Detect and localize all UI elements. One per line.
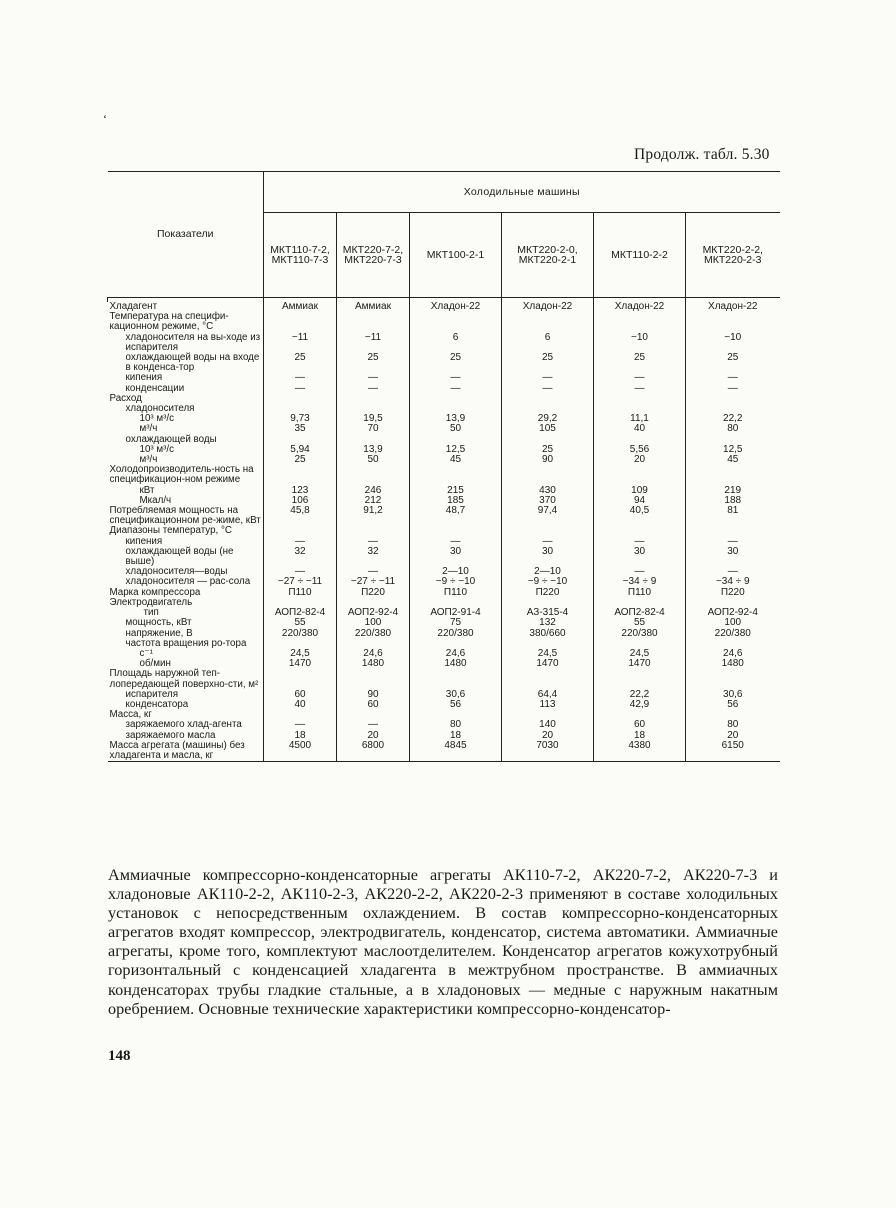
table-cell: 60 bbox=[594, 720, 686, 730]
table-cell: П110 bbox=[264, 588, 337, 598]
table-cell: 50 bbox=[337, 455, 410, 465]
row-label: мощность, кВт bbox=[125, 617, 192, 629]
row-label: с⁻¹ bbox=[139, 647, 153, 659]
table-cell: 97,4 bbox=[502, 506, 594, 526]
row-label: хладоносителя bbox=[125, 403, 195, 415]
table-cell: 24,5 bbox=[264, 649, 337, 659]
table-row bbox=[108, 373, 780, 383]
table-cell: 100 bbox=[686, 618, 780, 628]
table-cell: 25 bbox=[502, 353, 594, 373]
table-cell: 24,6 bbox=[337, 649, 410, 659]
table-cell: 4500 bbox=[264, 741, 337, 762]
table-cell: — bbox=[686, 384, 780, 394]
table-row bbox=[108, 720, 780, 730]
table-cell: 219 bbox=[686, 486, 780, 496]
row-label: хладоносителя — рас-сола bbox=[125, 576, 251, 588]
table-cell: — bbox=[264, 567, 337, 577]
table-cell: 132 bbox=[502, 618, 594, 628]
table-cell: 25 bbox=[594, 353, 686, 373]
row-label: 10³ м³/с bbox=[139, 443, 174, 455]
row-label: тип bbox=[143, 607, 159, 619]
table-cell: 20 bbox=[594, 455, 686, 465]
row-label: напряжение, В bbox=[125, 627, 193, 639]
table-row bbox=[108, 608, 780, 618]
table-row bbox=[108, 333, 780, 353]
table-cell: 430 bbox=[502, 486, 594, 496]
table-cell: — bbox=[686, 373, 780, 383]
table-cell: 40 bbox=[264, 700, 337, 710]
table-cell bbox=[594, 312, 686, 332]
table-cell bbox=[686, 465, 780, 485]
table-cell: 6800 bbox=[337, 741, 410, 762]
table-row bbox=[108, 690, 780, 700]
table-cell: 32 bbox=[264, 547, 337, 567]
table-cell: 60 bbox=[337, 700, 410, 710]
table-cell: — bbox=[337, 720, 410, 730]
table-cell: АОП2-82-4 bbox=[594, 608, 686, 618]
table-cell: 106 bbox=[264, 496, 337, 506]
table-cell: 80 bbox=[410, 720, 502, 730]
table-cell: 220/380 bbox=[264, 629, 337, 639]
table-cell: −9 ÷ −10 bbox=[410, 577, 502, 587]
table-cell bbox=[337, 465, 410, 485]
table-row bbox=[108, 384, 780, 394]
table-cell: П110 bbox=[410, 588, 502, 598]
table-cell: П220 bbox=[686, 588, 780, 598]
table-cell bbox=[594, 669, 686, 689]
table-row bbox=[108, 404, 780, 414]
row-label: Хладагент bbox=[109, 301, 158, 312]
table-cell: Хладон-22 bbox=[594, 302, 686, 312]
table-cell: — bbox=[502, 373, 594, 383]
table-cell: 30,6 bbox=[410, 690, 502, 700]
table-cell: 220/380 bbox=[686, 629, 780, 639]
table-cell: 25 bbox=[264, 455, 337, 465]
table-cell: 24,6 bbox=[686, 649, 780, 659]
table-row bbox=[108, 700, 780, 710]
table-cell: 25 bbox=[410, 353, 502, 373]
table-cell: −9 ÷ −10 bbox=[502, 577, 594, 587]
table-cell bbox=[594, 394, 686, 404]
table-cell: 215 bbox=[410, 486, 502, 496]
table-row bbox=[108, 465, 780, 485]
margin-mark: ʻ bbox=[103, 112, 107, 126]
table-cell: 18 bbox=[264, 731, 337, 741]
table-cell: 6 bbox=[410, 333, 502, 353]
row-label: охлаждающей воды bbox=[125, 433, 217, 445]
table-cell: 90 bbox=[502, 455, 594, 465]
table-cell: 45,8 bbox=[264, 506, 337, 526]
table-cell: 109 bbox=[594, 486, 686, 496]
table-cell: 48,7 bbox=[410, 506, 502, 526]
row-label: Площадь наружной теп-лопередающей поверхно-сти, м² bbox=[109, 668, 259, 690]
machines-group-header: Холодильные машины bbox=[264, 172, 780, 213]
row-label: частота вращения ро-тора bbox=[125, 637, 247, 649]
table-cell: — bbox=[264, 384, 337, 394]
table-cell: −34 ÷ 9 bbox=[594, 577, 686, 587]
table-cell: 1470 bbox=[502, 659, 594, 669]
table-cell: Хладон-22 bbox=[502, 302, 594, 312]
table-cell bbox=[502, 669, 594, 689]
table-row bbox=[108, 445, 780, 455]
row-label: кипения bbox=[125, 372, 163, 384]
table-cell: 220/380 bbox=[410, 629, 502, 639]
table-cell: — bbox=[337, 567, 410, 577]
table-cell: 29,2 bbox=[502, 414, 594, 424]
table-cell: 94 bbox=[594, 496, 686, 506]
table-cell: 1480 bbox=[410, 659, 502, 669]
table-cell: 6150 bbox=[686, 741, 780, 762]
row-label: охлаждающей воды на входе в конденса-тор bbox=[125, 352, 260, 374]
table-cell: 2—10 bbox=[502, 567, 594, 577]
table-cell bbox=[410, 465, 502, 485]
table-cell: — bbox=[410, 537, 502, 547]
table-cell: 30 bbox=[502, 547, 594, 567]
table-row bbox=[108, 526, 780, 536]
table-cell bbox=[686, 669, 780, 689]
column-header: МКТ220-2-0, МКТ220-2-1 bbox=[502, 213, 594, 298]
table-row bbox=[108, 353, 780, 373]
table-cell: 80 bbox=[686, 720, 780, 730]
table-cell: 91,2 bbox=[337, 506, 410, 526]
table-cell: 90 bbox=[337, 690, 410, 700]
table-cell bbox=[410, 669, 502, 689]
column-header: МКТ220-7-2, МКТ220-7-3 bbox=[337, 213, 410, 298]
table-cell: 13,9 bbox=[337, 445, 410, 455]
table-cell: 25 bbox=[264, 353, 337, 373]
table-cell: 19,5 bbox=[337, 414, 410, 424]
table-cell: АОП2-91-4 bbox=[410, 608, 502, 618]
table-cell: −34 ÷ 9 bbox=[686, 577, 780, 587]
row-label: Температура на специфи-кационном режиме, °С bbox=[109, 311, 229, 333]
row-label: кВт bbox=[139, 484, 155, 496]
table-cell: 105 bbox=[502, 424, 594, 434]
table-cell bbox=[594, 465, 686, 485]
row-label: Масса агрегата (машины) без хладагента и масла, кг bbox=[108, 741, 264, 762]
table-cell: 35 bbox=[264, 424, 337, 434]
row-label: заряжаемого масла bbox=[125, 729, 216, 741]
table-row bbox=[108, 414, 780, 424]
table-row bbox=[108, 741, 780, 762]
table-cell: 246 bbox=[337, 486, 410, 496]
table-cell: П220 bbox=[502, 588, 594, 598]
row-label: Потребляемая мощность на спецификационном ре-жиме, кВт bbox=[109, 505, 261, 527]
table-cell: — bbox=[410, 384, 502, 394]
table-cell: −11 bbox=[337, 333, 410, 353]
table-cell: — bbox=[337, 373, 410, 383]
table-cell: 32 bbox=[337, 547, 410, 567]
table-cell bbox=[410, 312, 502, 332]
table-cell: 12,5 bbox=[410, 445, 502, 455]
row-label: Масса, кг bbox=[109, 709, 152, 721]
table-cell bbox=[264, 312, 337, 332]
table-cell: — bbox=[264, 373, 337, 383]
table-cell: АОП2-82-4 bbox=[264, 608, 337, 618]
table-row bbox=[108, 639, 780, 649]
table-row bbox=[108, 394, 780, 404]
table-cell: 18 bbox=[410, 731, 502, 741]
table-cell: 56 bbox=[686, 700, 780, 710]
table-row bbox=[108, 312, 780, 332]
table-cell: 20 bbox=[337, 731, 410, 741]
table-cell bbox=[337, 394, 410, 404]
table-cell: Аммиак bbox=[264, 302, 337, 312]
table-cell: 7030 bbox=[502, 741, 594, 762]
row-label: 10³ м³/с bbox=[139, 413, 174, 425]
table-row bbox=[108, 547, 780, 567]
table-cell: 30 bbox=[686, 547, 780, 567]
table-cell: 25 bbox=[686, 353, 780, 373]
table-cell: 25 bbox=[502, 445, 594, 455]
row-label: заряжаемого хлад-агента bbox=[125, 719, 242, 731]
table-cell bbox=[337, 669, 410, 689]
table-cell: 185 bbox=[410, 496, 502, 506]
table-cell: 212 bbox=[337, 496, 410, 506]
row-label: охлаждающей воды (не выше) bbox=[125, 545, 234, 568]
table-cell: 64,4 bbox=[502, 690, 594, 700]
table-cell: −27 ÷ −11 bbox=[337, 577, 410, 587]
table-cell: 22,2 bbox=[594, 690, 686, 700]
table-cell: — bbox=[502, 384, 594, 394]
table-cell: 42,9 bbox=[594, 700, 686, 710]
row-label: Диапазоны температур, °С bbox=[109, 525, 232, 537]
table-cell bbox=[502, 465, 594, 485]
column-header: МКТ220-2-2, МКТ220-2-3 bbox=[686, 213, 780, 298]
table-cell: 40,5 bbox=[594, 506, 686, 526]
table-cell: 70 bbox=[337, 424, 410, 434]
table-cell: — bbox=[594, 373, 686, 383]
table-row bbox=[108, 506, 780, 526]
table-cell: 30 bbox=[410, 547, 502, 567]
table-row bbox=[108, 435, 780, 445]
table-cell: 6 bbox=[502, 333, 594, 353]
table-cell: 2—10 bbox=[410, 567, 502, 577]
table-cell: 56 bbox=[410, 700, 502, 710]
table-cell: 188 bbox=[686, 496, 780, 506]
table-cell: 1470 bbox=[594, 659, 686, 669]
table-cell bbox=[264, 669, 337, 689]
column-header: МКТ110-7-2, МКТ110-7-3 bbox=[264, 213, 337, 298]
table-cell: 80 bbox=[686, 424, 780, 434]
row-label: Холодопроизводитель-ность на спецификацион-ном режиме bbox=[109, 464, 254, 486]
table-cell: — bbox=[594, 567, 686, 577]
table-row bbox=[108, 669, 780, 689]
table-cell: 113 bbox=[502, 700, 594, 710]
row-label: конденсации bbox=[125, 382, 185, 394]
table-cell: Аммиак bbox=[337, 302, 410, 312]
table-cell: −10 bbox=[686, 333, 780, 353]
table-cell bbox=[502, 312, 594, 332]
body-paragraph: Аммиачные компрессорно-конденсаторные агрегаты АК110-7-2, АК220-7-2, АК220-7-3 и хладоновые АК110-2-2, АК110-2-3, АК220-2-2, АК220-2-3 применяют в составе холодильных установок с непосредственным охлаждением. В состав компрессорно-конденсаторных агрегатов входят компрессор, электродвигатель, конденсатор, система автоматики. Аммиачные агрегаты, кроме того, комплектуют маслоотделителем. Конденсатор агрегатов кожухотрубный горизонтальный с конденсацией хладагента в межтрубном пространстве. В аммиачных конденсаторах трубы гладкие стальные, а в хладоновых — медные с наружным накатным оребрением. Основные технические характеристики компрессорно-конденсатор- bbox=[108, 866, 778, 1018]
table-cell: 55 bbox=[594, 618, 686, 628]
row-label: конденсатора bbox=[125, 698, 189, 710]
table-cell: 81 bbox=[686, 506, 780, 526]
table-cell: 24,5 bbox=[594, 649, 686, 659]
table-cell bbox=[337, 312, 410, 332]
table-cell: 40 bbox=[594, 424, 686, 434]
table-cell: 55 bbox=[264, 618, 337, 628]
table-cell: — bbox=[686, 537, 780, 547]
table-cell: 50 bbox=[410, 424, 502, 434]
table-cell bbox=[686, 312, 780, 332]
table-cell: 22,2 bbox=[686, 414, 780, 424]
table-cell: 13,9 bbox=[410, 414, 502, 424]
table-cell: 24,5 bbox=[502, 649, 594, 659]
table-cell: 5,94 bbox=[264, 445, 337, 455]
table-cell: 140 bbox=[502, 720, 594, 730]
table-cell: АОП2-92-4 bbox=[337, 608, 410, 618]
row-label: Мкал/ч bbox=[139, 494, 172, 506]
row-label: кипения bbox=[125, 535, 163, 547]
table-cell: 75 bbox=[410, 618, 502, 628]
table-cell: 4845 bbox=[410, 741, 502, 762]
table-cell bbox=[686, 394, 780, 404]
column-header: МКТ100-2-1 bbox=[410, 213, 502, 298]
table-cell: АЗ-315-4 bbox=[502, 608, 594, 618]
table-cell: 45 bbox=[410, 455, 502, 465]
table-cell bbox=[410, 394, 502, 404]
table-cell: 1480 bbox=[337, 659, 410, 669]
table-cell: 1470 bbox=[264, 659, 337, 669]
table-cell: 220/380 bbox=[594, 629, 686, 639]
table-cell bbox=[264, 394, 337, 404]
table-cell: 123 bbox=[264, 486, 337, 496]
row-label: испарителя bbox=[125, 688, 179, 700]
table-caption: Продолж. табл. 5.30 bbox=[634, 146, 770, 163]
table-row bbox=[108, 618, 780, 628]
table-cell: 370 bbox=[502, 496, 594, 506]
table-row bbox=[108, 588, 780, 598]
refrigeration-machines-table bbox=[107, 171, 780, 762]
table-cell: 220/380 bbox=[337, 629, 410, 639]
table-row bbox=[108, 486, 780, 496]
table-cell: 12,5 bbox=[686, 445, 780, 455]
table-cell: 1480 bbox=[686, 659, 780, 669]
table-cell: — bbox=[502, 537, 594, 547]
table-cell: — bbox=[264, 720, 337, 730]
column-header: МКТ110-2-2 bbox=[594, 213, 686, 298]
row-label: Марка компрессора bbox=[109, 586, 201, 598]
table-cell: −10 bbox=[594, 333, 686, 353]
table-cell: — bbox=[594, 537, 686, 547]
table-cell: 9,73 bbox=[264, 414, 337, 424]
table-cell: — bbox=[410, 373, 502, 383]
table-cell: — bbox=[264, 537, 337, 547]
table-cell: 11,1 bbox=[594, 414, 686, 424]
table-cell: 30 bbox=[594, 547, 686, 567]
table-cell bbox=[264, 465, 337, 485]
table-cell: Хладон-22 bbox=[410, 302, 502, 312]
table-cell: 20 bbox=[502, 731, 594, 741]
row-label: Электродвигатель bbox=[109, 596, 193, 608]
row-label: об/мин bbox=[139, 658, 171, 670]
table-cell: 25 bbox=[337, 353, 410, 373]
table-cell: 100 bbox=[337, 618, 410, 628]
row-label: хладоносителя на вы-ходе из испарителя bbox=[125, 331, 261, 353]
table-cell: — bbox=[686, 567, 780, 577]
table-cell: — bbox=[594, 384, 686, 394]
table-cell: — bbox=[337, 384, 410, 394]
table-cell: −27 ÷ −11 bbox=[264, 577, 337, 587]
table-cell: −11 bbox=[264, 333, 337, 353]
row-label: Расход bbox=[109, 392, 142, 404]
table-cell: АОП2-92-4 bbox=[686, 608, 780, 618]
table-cell: Хладон-22 bbox=[686, 302, 780, 312]
table-cell: 380/660 bbox=[502, 629, 594, 639]
table-cell: 60 bbox=[264, 690, 337, 700]
table-cell: П220 bbox=[337, 588, 410, 598]
table-cell: 4380 bbox=[594, 741, 686, 762]
table-cell: 24,6 bbox=[410, 649, 502, 659]
row-label: м³/ч bbox=[139, 454, 158, 466]
indicator-header: Показатели bbox=[108, 172, 264, 298]
table-cell bbox=[502, 394, 594, 404]
table-cell: 20 bbox=[686, 731, 780, 741]
table-cell: 30,6 bbox=[686, 690, 780, 700]
table-cell: — bbox=[337, 537, 410, 547]
row-label: хладоносителя—воды bbox=[125, 566, 228, 578]
page-number: 148 bbox=[108, 1048, 131, 1064]
table-cell: 45 bbox=[686, 455, 780, 465]
table-cell: П110 bbox=[594, 588, 686, 598]
table-cell: 5,56 bbox=[594, 445, 686, 455]
row-label: м³/ч bbox=[139, 423, 158, 435]
table-cell: 18 bbox=[594, 731, 686, 741]
